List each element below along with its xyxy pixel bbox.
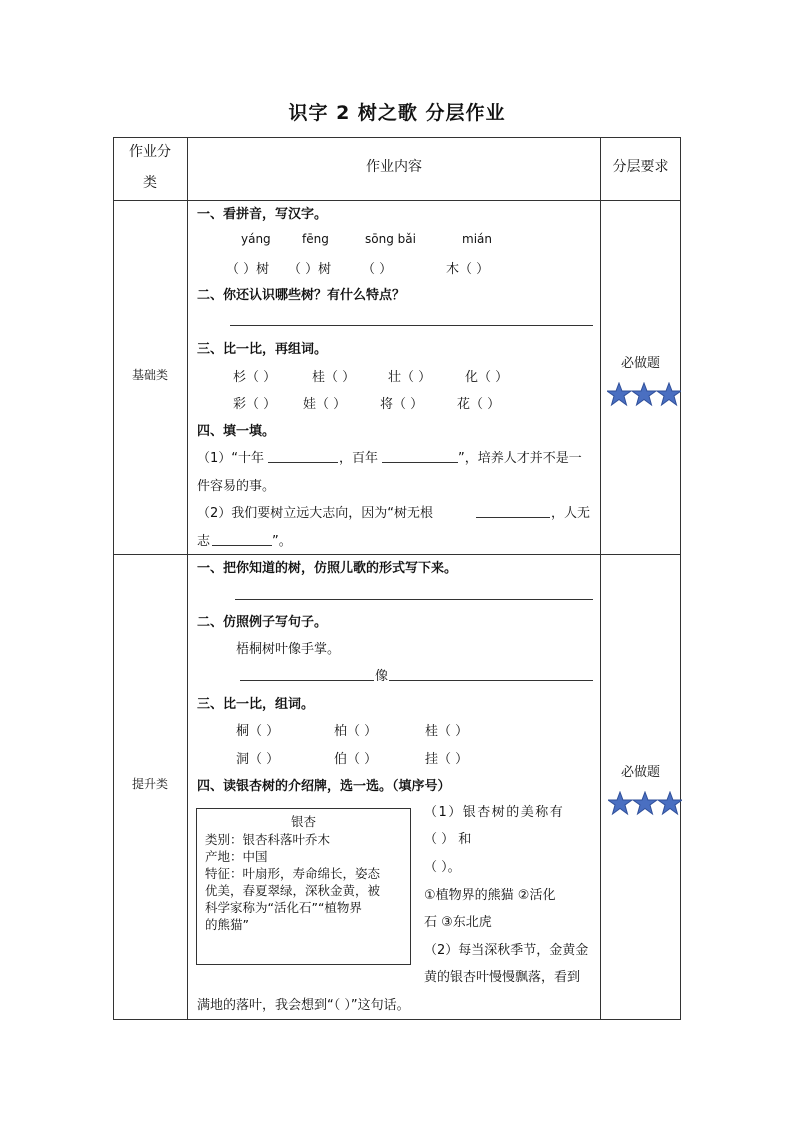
ginkgo-card-line4: 优美，春夏翠绿，深秋金黄，被 [205,883,381,898]
requirement-advanced: 必做题 [620,765,660,780]
pinyin-songbai: sōng bǎi [365,232,416,246]
adv-q4-title: 四、读银杏树的介绍牌，选一选。（填序号） [197,779,451,794]
compare-bo[interactable]: 伯（ ） [334,752,378,767]
q4-2-line2: 黄的银杏叶慢慢飘落，看到 [424,970,581,985]
blank-shinian[interactable] [268,462,338,463]
star-icon [608,792,632,814]
compare-tong[interactable]: 桐（ ） [236,724,280,739]
page-title: 识字 2 树之歌 分层作业 [288,102,506,124]
ginkgo-card-line3: 特征：叶扇形，寿命绵长，姿态 [205,866,381,881]
basic-q1-title: 一、看拼音，写汉字。 [197,207,328,222]
adv-q2-title: 二、仿照例子写句子。 [197,615,328,630]
adv-q2-like: 像 [375,669,389,684]
q4-1-line3[interactable]: （ ）。 [424,860,461,875]
requirement-basic: 必做题 [620,356,660,371]
basic-q2-title: 二、你还认识哪些树？有什么特点？ [197,288,406,303]
compare-bai[interactable]: 柏（ ） [334,724,378,739]
blank-shuwugen[interactable] [476,517,550,518]
answer-line-trees[interactable] [230,325,593,326]
basic-q3-title: 三、比一比，再组词。 [197,342,328,357]
blank-yangshu[interactable]: （ ）树 [226,262,270,277]
compare-shan[interactable]: 杉（ ） [233,370,277,385]
blank-renwuzhi[interactable] [212,545,272,546]
blank-songbai[interactable]: （ ） [362,262,393,277]
adv-q3-title: 三、比一比，组词。 [197,697,315,712]
star-icon [658,792,682,814]
blank-mumian[interactable]: 木（ ） [446,262,490,277]
blank-bainian[interactable] [382,462,458,463]
answer-line-poem[interactable] [235,599,593,600]
q4-line2: 件容易的事。 [197,479,276,494]
ginkgo-card-line6: 的熊猫” [205,917,249,932]
header-category-line2: 类 [143,175,157,191]
header-category-line1: 作业分 [129,144,171,160]
pinyin-feng: fēng [302,232,329,246]
star-icon [607,383,631,405]
ginkgo-card-title: 银杏 [290,814,316,829]
q4-line3a: （2）我们要树立远大志向，因为“树无根 [197,506,434,521]
compare-hua[interactable]: 化（ ） [465,370,509,385]
category-basic: 基础类 [131,368,168,382]
star-rating-advanced [608,791,682,817]
q4-line3b: ，人无 [551,506,591,521]
category-advanced: 提升类 [131,777,168,791]
ginkgo-card-line2: 产地：中国 [205,849,268,864]
pinyin-yang: yáng [241,232,271,246]
q4-2-line1: （2）每当深秋季节，金黄金 [424,943,589,958]
compare-gui[interactable]: 桂（ ） [312,370,356,385]
ginkgo-card-line1: 类别：银杏科落叶乔木 [205,832,331,847]
q4-options-line2: 石 ③东北虎 [424,915,492,930]
blank-sentence-subject[interactable] [240,680,374,681]
star-icon [633,792,657,814]
compare-gui2[interactable]: 桂（ ） [425,724,469,739]
compare-zhuang[interactable]: 壮（ ） [388,370,432,385]
compare-jiang[interactable]: 将（ ） [380,397,424,412]
q4-line1b: ，百年 [339,451,379,466]
compare-dong[interactable]: 洞（ ） [236,752,280,767]
adv-q1-title: 一、把你知道的树，仿照儿歌的形式写下来。 [197,561,458,576]
pinyin-mian: mián [462,232,492,246]
q4-1-line2[interactable]: （ ） 和 [424,832,472,847]
compare-wa[interactable]: 娃（ ） [303,397,347,412]
adv-q2-example: 梧桐树叶像手掌。 [236,642,341,657]
header-content: 作业内容 [366,159,422,175]
q4-line4a: 志 [197,534,211,549]
q4-2-line3[interactable]: 满地的落叶，我会想到“（ ）”这句话。 [197,998,410,1013]
compare-hua2[interactable]: 花（ ） [457,397,501,412]
compare-cai[interactable]: 彩（ ） [233,397,277,412]
q4-options-line1: ①植物界的熊猫 ②活化 [424,888,556,903]
blank-fengshu[interactable]: （ ）树 [288,262,332,277]
header-requirement: 分层要求 [612,159,669,175]
basic-q4-title: 四、填一填。 [197,424,276,439]
star-icon [632,383,656,405]
blank-sentence-object[interactable] [389,680,593,681]
q4-line1c: ”，培养人才并不是一 [458,451,582,466]
star-icon [657,383,681,405]
star-rating-basic [607,382,681,408]
q4-line4b: ”。 [272,534,292,549]
ginkgo-card-line5: 科学家称为“活化石”“植物界 [205,900,362,915]
compare-gua[interactable]: 挂（ ） [425,752,469,767]
q4-1-line1: （1）银杏树的美称有 [424,805,565,820]
q4-line1a: （1）“十年 [197,451,265,466]
